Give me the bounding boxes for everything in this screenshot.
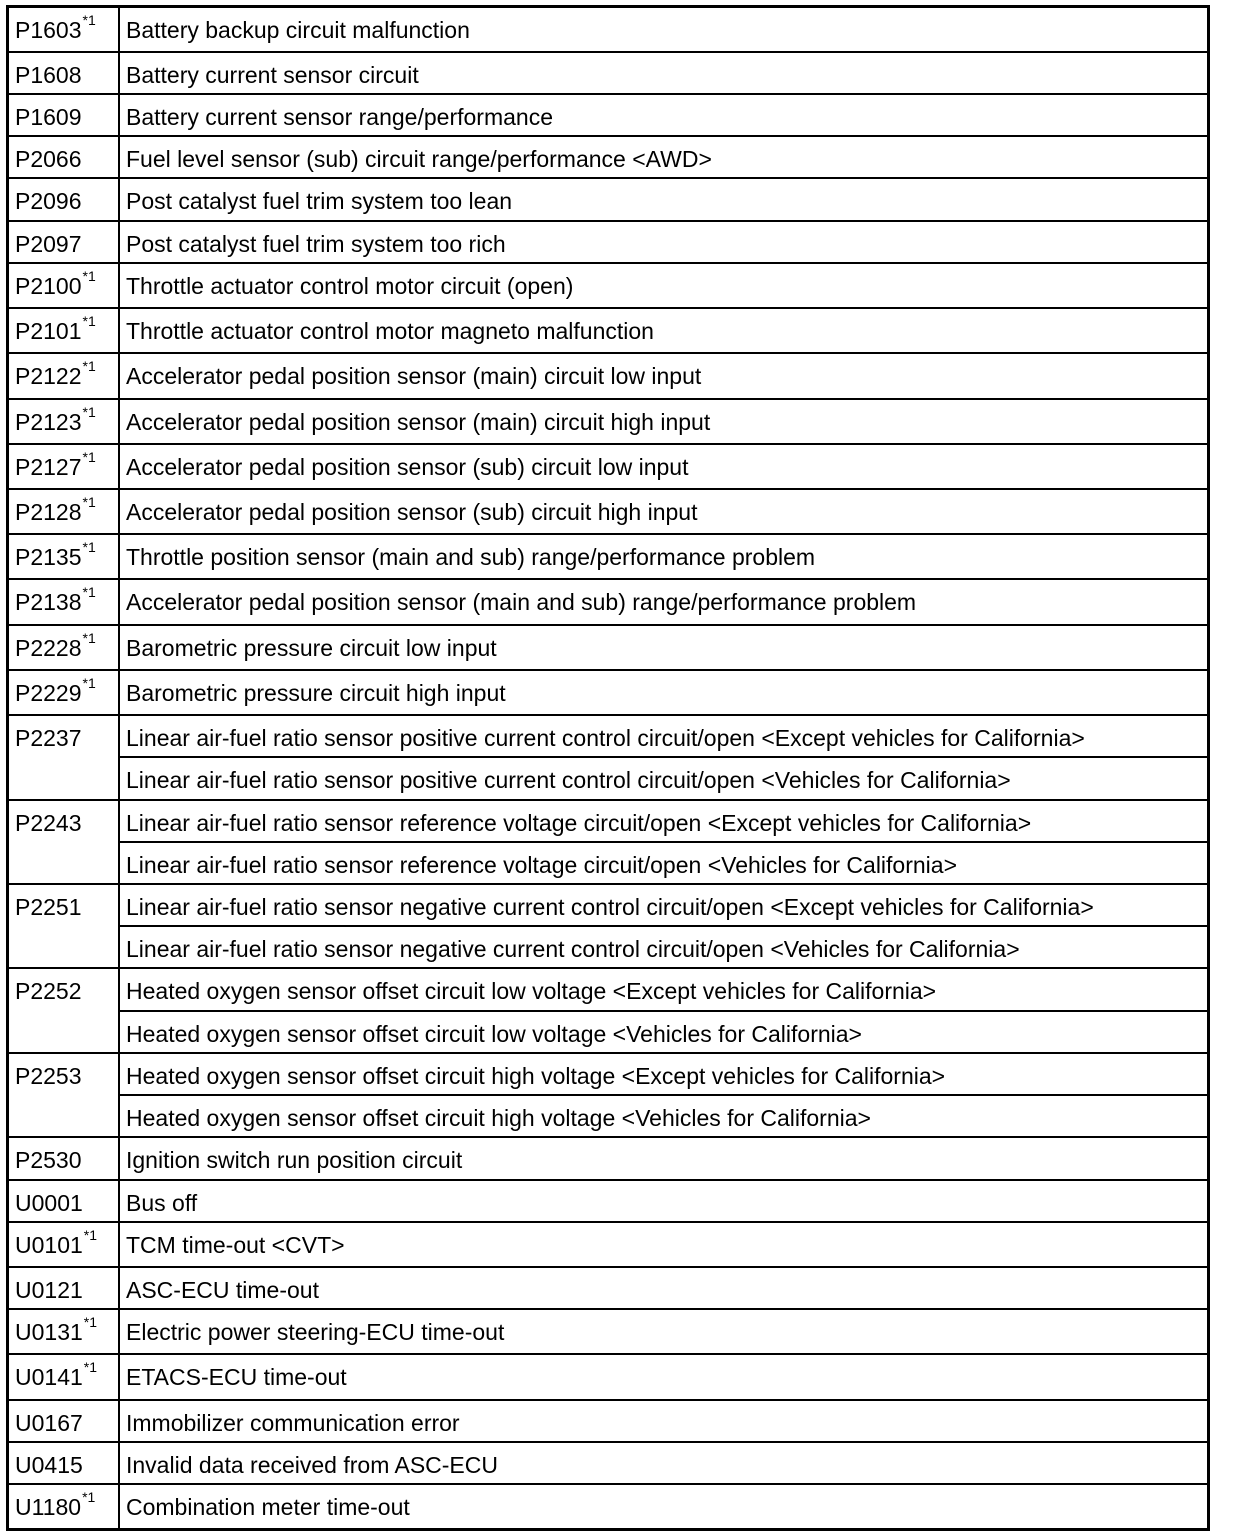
dtc-code-cell	[8, 489, 120, 534]
dtc-code-cell	[8, 670, 120, 715]
table-row	[8, 308, 1209, 353]
table-row	[8, 7, 1209, 52]
dtc-description: Ignition switch run position circuit	[119, 1137, 1209, 1179]
dtc-description: ETACS-ECU time-out	[119, 1354, 1209, 1399]
dtc-description: Combination meter time-out	[119, 1484, 1209, 1529]
table-row	[8, 263, 1209, 308]
table-row	[8, 1400, 1209, 1442]
dtc-code: P2128	[15, 499, 82, 525]
dtc-code: P2228	[15, 634, 82, 661]
table-row	[8, 1442, 1209, 1484]
dtc-description: Linear air-fuel ratio sensor reference voltage circuit/open <Vehicles for California>	[119, 842, 1209, 884]
dtc-description: Heated oxygen sensor offset circuit high voltage <Vehicles for California>	[119, 1095, 1209, 1137]
table-row	[8, 353, 1209, 398]
dtc-code-cell	[8, 7, 120, 52]
dtc-code: P2100	[15, 272, 82, 299]
table-subrow	[8, 757, 1209, 799]
dtc-code: P2243	[15, 809, 82, 836]
dtc-code-cell	[8, 1442, 120, 1484]
dtc-description: Barometric pressure circuit low input	[119, 625, 1209, 670]
dtc-code: P2101	[15, 318, 82, 345]
table-row	[8, 884, 1209, 926]
dtc-code: U1180	[15, 1494, 82, 1521]
dtc-code-cell	[8, 263, 120, 308]
table-row	[8, 178, 1209, 220]
dtc-description: Linear air-fuel ratio sensor negative current control circuit/open <Except vehicles for California>	[119, 884, 1209, 926]
dtc-code-cell	[8, 1400, 120, 1442]
dtc-code: U0121	[15, 1277, 83, 1304]
footnote-marker: *1	[83, 1359, 98, 1376]
dtc-code-cell	[8, 1222, 120, 1267]
dtc-code-cell	[8, 534, 120, 579]
table-row	[8, 1180, 1209, 1222]
dtc-table-body	[8, 7, 1209, 1530]
dtc-description: Electric power steering-ECU time-out	[119, 1309, 1209, 1354]
table-row	[8, 715, 1209, 757]
table-subrow	[8, 1095, 1209, 1137]
dtc-code-cell	[8, 968, 120, 1052]
dtc-code-cell	[8, 1267, 120, 1309]
table-row	[8, 136, 1209, 178]
dtc-code: P2253	[15, 1062, 82, 1089]
dtc-description: Accelerator pedal position sensor (sub) circuit high input	[119, 489, 1209, 534]
dtc-code: P2251	[15, 894, 82, 921]
dtc-code: P2066	[15, 146, 82, 173]
dtc-code: U0415	[15, 1451, 83, 1478]
footnote-marker: *1	[83, 1226, 98, 1243]
dtc-code: U0141	[15, 1364, 83, 1391]
dtc-description: Throttle position sensor (main and sub) range/performance problem	[119, 534, 1209, 579]
table-row	[8, 534, 1209, 579]
footnote-marker: *1	[82, 267, 96, 284]
dtc-description: Accelerator pedal position sensor (main) circuit low input	[119, 353, 1209, 398]
dtc-code-cell	[8, 1137, 120, 1179]
dtc-code: P2530	[15, 1147, 82, 1174]
dtc-description: Battery current sensor range/performance	[119, 94, 1209, 136]
dtc-code: P2229	[15, 679, 82, 706]
dtc-code: U0131	[15, 1319, 83, 1346]
table-row	[8, 625, 1209, 670]
dtc-code-cell	[8, 308, 120, 353]
dtc-code: P2252	[15, 978, 82, 1005]
dtc-code-cell	[8, 884, 120, 968]
dtc-description: Accelerator pedal position sensor (main) circuit high input	[119, 399, 1209, 444]
footnote-marker: *1	[82, 674, 96, 691]
table-row	[8, 399, 1209, 444]
table-row	[8, 1309, 1209, 1354]
dtc-code: U0167	[15, 1409, 83, 1436]
table-row	[8, 1484, 1209, 1529]
footnote-marker: *1	[82, 629, 96, 646]
dtc-code: P2138	[15, 589, 82, 616]
dtc-code-cell	[8, 1484, 120, 1529]
table-row	[8, 1267, 1209, 1309]
table-subrow	[8, 926, 1209, 968]
dtc-description: Immobilizer communication error	[119, 1400, 1209, 1442]
dtc-code-cell	[8, 1309, 120, 1354]
dtc-description: Post catalyst fuel trim system too rich	[119, 221, 1209, 263]
table-subrow	[8, 842, 1209, 884]
footnote-marker: *1	[82, 403, 96, 420]
footnote-marker: *1	[82, 12, 96, 28]
dtc-description: Barometric pressure circuit high input	[119, 670, 1209, 715]
table-row	[8, 1222, 1209, 1267]
footnote-marker: *1	[82, 358, 96, 375]
table-subrow	[8, 1011, 1209, 1053]
footnote-marker: *1	[82, 448, 96, 465]
footnote-marker: *1	[82, 313, 96, 330]
dtc-description: Linear air-fuel ratio sensor negative current control circuit/open <Vehicles for California>	[119, 926, 1209, 968]
dtc-description: Accelerator pedal position sensor (main and sub) range/performance problem	[119, 579, 1209, 624]
table-row	[8, 1354, 1209, 1399]
dtc-description: Heated oxygen sensor offset circuit low voltage <Vehicles for California>	[119, 1011, 1209, 1053]
dtc-code: P2237	[15, 725, 82, 752]
footnote-marker: *1	[83, 1314, 98, 1331]
table-row	[8, 1053, 1209, 1095]
footnote-marker: *1	[82, 494, 96, 510]
dtc-code: P1608	[15, 61, 82, 88]
table-row	[8, 670, 1209, 715]
dtc-description: Fuel level sensor (sub) circuit range/performance <AWD>	[119, 136, 1209, 178]
dtc-table	[6, 5, 1210, 1531]
dtc-description: Linear air-fuel ratio sensor positive current control circuit/open <Except vehicles for California>	[119, 715, 1209, 757]
dtc-description: Accelerator pedal position sensor (sub) circuit low input	[119, 444, 1209, 489]
dtc-code: P2096	[15, 188, 82, 215]
table-row	[8, 489, 1209, 534]
dtc-code-cell	[8, 579, 120, 624]
table-row	[8, 1137, 1209, 1179]
dtc-description: Throttle actuator control motor circuit (open)	[119, 263, 1209, 308]
dtc-code: P2127	[15, 453, 82, 480]
dtc-description: Battery current sensor circuit	[119, 52, 1209, 94]
dtc-code-cell	[8, 625, 120, 670]
dtc-description: ASC-ECU time-out	[119, 1267, 1209, 1309]
dtc-code: U0001	[15, 1189, 83, 1216]
footnote-marker: *1	[82, 539, 96, 556]
dtc-description: Linear air-fuel ratio sensor positive current control circuit/open <Vehicles for California>	[119, 757, 1209, 799]
footnote-marker: *1	[82, 584, 96, 601]
table-row	[8, 800, 1209, 842]
dtc-code: P2135	[15, 544, 82, 571]
table-row	[8, 968, 1209, 1010]
dtc-code-cell	[8, 1053, 120, 1137]
dtc-code-cell	[8, 136, 120, 178]
dtc-description: Post catalyst fuel trim system too lean	[119, 178, 1209, 220]
table-row	[8, 221, 1209, 263]
dtc-code-cell	[8, 94, 120, 136]
dtc-code: P1609	[15, 103, 82, 130]
dtc-code: P2123	[15, 408, 82, 435]
dtc-code: P2097	[15, 230, 82, 257]
dtc-code-cell	[8, 1354, 120, 1399]
table-row	[8, 94, 1209, 136]
dtc-code: P2122	[15, 363, 82, 390]
dtc-code: U0101	[15, 1231, 83, 1258]
dtc-description: Battery backup circuit malfunction	[119, 7, 1209, 52]
dtc-description: Linear air-fuel ratio sensor reference voltage circuit/open <Except vehicles for California>	[119, 800, 1209, 842]
dtc-description: TCM time-out <CVT>	[119, 1222, 1209, 1267]
dtc-code: P1603	[15, 17, 82, 43]
dtc-code-cell	[8, 444, 120, 489]
dtc-description: Heated oxygen sensor offset circuit low voltage <Except vehicles for California>	[119, 968, 1209, 1010]
dtc-code-cell	[8, 178, 120, 220]
dtc-description: Throttle actuator control motor magneto malfunction	[119, 308, 1209, 353]
dtc-code-cell	[8, 221, 120, 263]
table-row	[8, 579, 1209, 624]
dtc-code-cell	[8, 353, 120, 398]
dtc-code-cell	[8, 399, 120, 444]
dtc-description: Invalid data received from ASC-ECU	[119, 1442, 1209, 1484]
table-row	[8, 444, 1209, 489]
dtc-code-cell	[8, 52, 120, 94]
dtc-code-cell	[8, 800, 120, 884]
dtc-description: Heated oxygen sensor offset circuit high voltage <Except vehicles for California>	[119, 1053, 1209, 1095]
footnote-marker: *1	[82, 1489, 96, 1506]
dtc-description: Bus off	[119, 1180, 1209, 1222]
dtc-code-cell	[8, 1180, 120, 1222]
table-row	[8, 52, 1209, 94]
dtc-code-cell	[8, 715, 120, 799]
